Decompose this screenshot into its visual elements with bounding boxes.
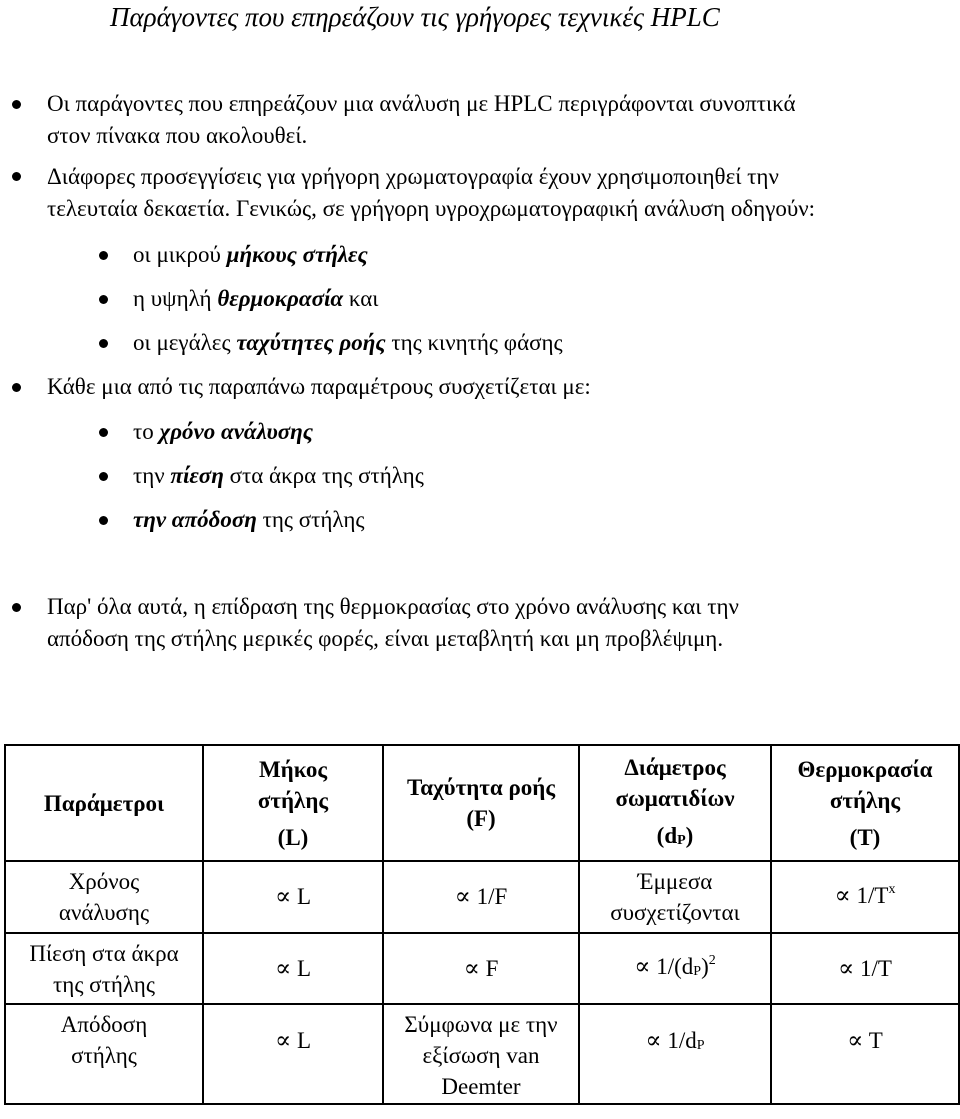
parameters-table	[4, 744, 960, 1105]
bullet-dot	[12, 383, 21, 392]
list-item-column-length: οι μικρού μήκους στήλες	[133, 242, 368, 267]
text-line: στον πίνακα που ακολουθεί.	[47, 123, 308, 148]
header-column-temperature: Θερμοκρασία στήλης (T)	[771, 745, 959, 861]
bullet-dot	[99, 516, 108, 525]
text-line: τελευταία δεκαετία. Γενικώς, σε γρήγορη υγροχρωματογραφική ανάλυση οδηγούν:	[47, 196, 816, 221]
paragraph-temperature-effect	[47, 591, 739, 655]
row-label-analysis-time: Χρόνος ανάλυσης	[5, 861, 203, 933]
header-flow-rate: Ταχύτητα ροής (F)	[383, 745, 579, 861]
list-item-efficiency: την απόδοση της στήλης	[133, 507, 365, 532]
list-item-temperature: η υψηλή θερμοκρασία και	[133, 286, 379, 311]
cell-diameter: ∝ 1/(dP)$^2$	[579, 933, 771, 1004]
paragraph-correlation: Κάθε μια από τις παραπάνω παραμέτρους συσχετίζεται με:	[47, 374, 591, 399]
page-title: Παράγοντες που επηρεάζουν τις γρήγορες τεχνικές HPLC	[110, 2, 720, 32]
table-row	[5, 861, 959, 933]
table-row	[5, 933, 959, 1004]
row-label-efficiency: Απόδοση στήλης	[5, 1004, 203, 1104]
bullet-dot	[99, 428, 108, 437]
list-item-analysis-time: το χρόνο ανάλυσης	[133, 419, 314, 444]
text-line: απόδοση της στήλης μερικές φορές, είναι μεταβλητή και μη προβλέψιμη.	[47, 626, 724, 651]
text-line: Διάφορες προσεγγίσεις για γρήγορη χρωματογραφία έχουν χρησιμοποιηθεί την	[47, 164, 779, 189]
cell-flow: ∝ F	[383, 933, 579, 1004]
cell-temperature: ∝ T	[771, 1004, 959, 1104]
header-parameters: Παράμετροι	[5, 745, 203, 861]
bullet-dot	[99, 251, 108, 260]
cell-length: ∝ L	[203, 1004, 383, 1104]
bullet-dot	[12, 100, 21, 109]
header-column-length: Μήκος στήλης (L)	[203, 745, 383, 861]
bullet-dot	[99, 339, 108, 348]
cell-length: ∝ L	[203, 861, 383, 933]
cell-diameter: Έμμεσα συσχετίζονται	[579, 861, 771, 933]
text-line: Παρ' όλα αυτά, η επίδραση της θερμοκρασίας στο χρόνο ανάλυσης και την	[47, 594, 739, 619]
cell-flow: ∝ 1/F	[383, 861, 579, 933]
cell-diameter: ∝ 1/dP	[579, 1004, 771, 1104]
cell-length: ∝ L	[203, 933, 383, 1004]
bullet-dot	[99, 472, 108, 481]
bullet-dot	[99, 295, 108, 304]
list-item-pressure: την πίεση στα άκρα της στήλης	[133, 463, 424, 488]
paragraph-approaches	[47, 161, 815, 225]
row-label-pressure: Πίεση στα άκρα της στήλης	[5, 933, 203, 1004]
table-header-row	[5, 745, 959, 861]
text-line: Οι παράγοντες που επηρεάζουν μια ανάλυση με HPLC περιγράφονται συνοπτικά	[47, 91, 796, 116]
table-row	[5, 1004, 959, 1104]
list-item-flow-rate: οι μεγάλες ταχύτητες ροής της κινητής φάσης	[133, 330, 563, 355]
cell-flow: Σύμφωνα με την εξίσωση van Deemter	[383, 1004, 579, 1104]
cell-temperature: ∝ 1/T	[771, 933, 959, 1004]
header-particle-diameter: Διάμετρος σωματιδίων (dP)	[579, 745, 771, 861]
bullet-dot	[12, 603, 21, 612]
cell-temperature: ∝ $1/T^x$	[771, 861, 959, 933]
bullet-dot	[12, 172, 21, 181]
paragraph-intro	[47, 88, 796, 152]
